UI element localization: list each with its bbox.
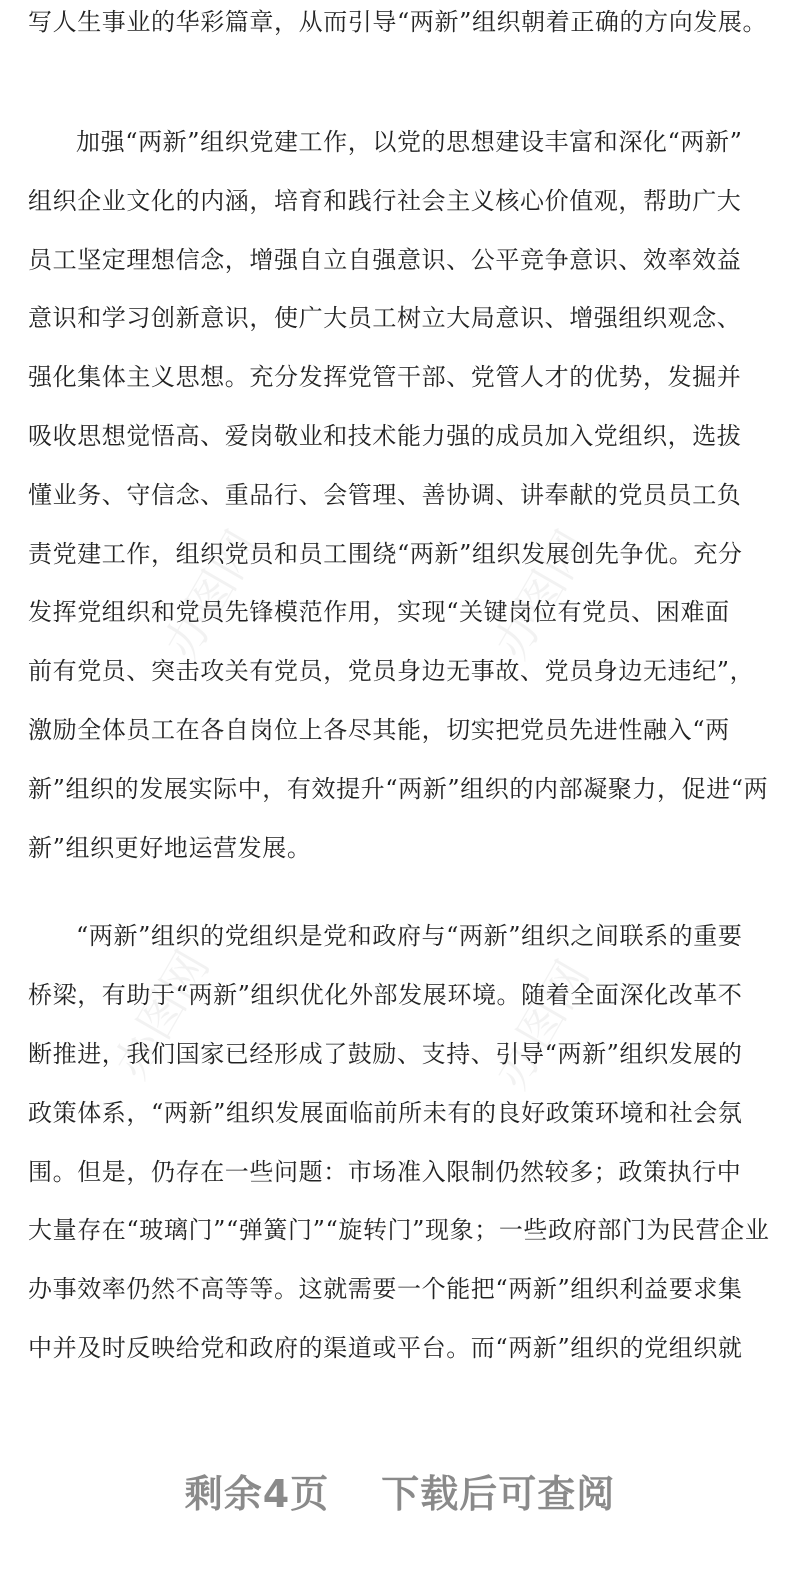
paragraph-line: 强化集体主义思想。充分发挥党管干部、党管人才的优势，发掘并 — [28, 363, 742, 391]
paragraph-line: 断推进，我们国家已经形成了鼓励、支持、引导“两新”组织发展的 — [28, 1040, 743, 1068]
paragraph-line: 围。但是，仍存在一些问题：市场准入限制仍然较多；政策执行中 — [28, 1158, 742, 1186]
download-prompt[interactable] — [0, 1472, 800, 1516]
paragraph-line: 新”组织的发展实际中，有效提升“两新”组织的内部凝聚力，促进“两 — [28, 775, 769, 803]
paragraph-line: 懂业务、守信念、重品行、会管理、善协调、讲奉献的党员员工负 — [28, 481, 742, 509]
paragraph-line: “两新”组织的党组织是党和政府与“两新”组织之间联系的重要 — [76, 922, 743, 950]
paragraph-line: 中并及时反映给党和政府的渠道或平台。而“两新”组织的党组织就 — [28, 1334, 743, 1362]
download-to-view-label: 下载后可查阅 — [381, 1472, 616, 1516]
paragraph-line: 政策体系，“两新”组织发展面临前所未有的良好政策环境和社会氛 — [28, 1099, 743, 1127]
paragraph-line: 办事效率仍然不高等等。这就需要一个能把“两新”组织利益要求集 — [28, 1275, 743, 1303]
paragraph-line: 前有党员、突击攻关有党员，党员身边无事故、党员身边无违纪”， — [28, 657, 755, 685]
paragraph-line: 桥梁，有助于“两新”组织优化外部发展环境。随着全面深化改革不 — [28, 981, 743, 1009]
paragraph-line: 吸收思想觉悟高、爱岗敬业和技术能力强的成员加入党组织，选拔 — [28, 422, 742, 450]
watermark: 办图网 — [103, 941, 220, 1088]
paragraph-line: 新”组织更好地运营发展。 — [28, 834, 312, 862]
paragraph-line: 大量存在“玻璃门”“弹簧门”“旋转门”现象；一些政府部门为民营企业 — [28, 1216, 770, 1244]
paragraph-line: 发挥党组织和党员先锋模范作用，实现“关键岗位有党员、困难面 — [28, 598, 730, 626]
paragraph-line: 加强“两新”组织党建工作，以党的思想建设丰富和深化“两新” — [76, 128, 743, 156]
paragraph-line: 组织企业文化的内涵，培育和践行社会主义核心价值观，帮助广大 — [28, 187, 742, 215]
watermark: 办图网 — [483, 951, 600, 1098]
remaining-pages-label: 剩余4页 — [184, 1472, 330, 1516]
watermark: 办图网 — [153, 521, 270, 668]
watermark: 办图网 — [483, 521, 600, 668]
paragraph-line: 激励全体员工在各自岗位上各尽其能，切实把党员先进性融入“两 — [28, 716, 730, 744]
paragraph-line: 责党建工作，组织党员和员工围绕“两新”组织发展创先争优。充分 — [28, 540, 743, 568]
paragraph-line: 意识和学习创新意识，使广大员工树立大局意识、增强组织观念、 — [28, 304, 742, 332]
paragraph-line: 员工坚定理想信念，增强自立自强意识、公平竞争意识、效率效益 — [28, 246, 742, 274]
paragraph-line: 写人生事业的华彩篇章，从而引导“两新”组织朝着正确的方向发展。 — [28, 8, 768, 36]
